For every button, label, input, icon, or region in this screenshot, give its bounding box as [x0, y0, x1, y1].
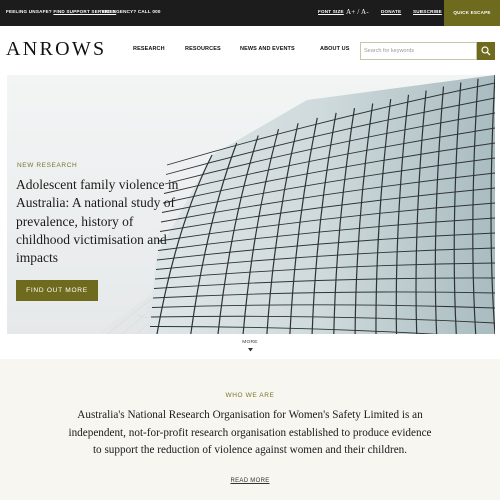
font-size-label[interactable]: FONT SIZE: [318, 9, 344, 14]
read-more-link-wrap: [0, 478, 500, 484]
unsafe-prefix: FEELING UNSAFE?: [6, 9, 54, 14]
nav-research[interactable]: RESEARCH: [133, 46, 165, 52]
search-icon: [481, 46, 491, 56]
search-button[interactable]: [477, 42, 495, 60]
more-section: [0, 334, 500, 359]
quick-escape-button[interactable]: QUICK ESCAPE: [444, 0, 500, 26]
font-size-control[interactable]: A+ / A-: [346, 7, 369, 16]
caret-down-icon[interactable]: [248, 348, 253, 352]
support-services-link[interactable]: FIND SUPPORT SERVICES: [53, 9, 117, 14]
support-services-text: [6, 9, 116, 14]
who-we-are-description: Australia's National Research Organisation for Women's Safety Limited is an independent, not-for-profit research organisation established to produce evidence to support the reduction of violence against women and their children.: [68, 409, 432, 456]
nav-resources[interactable]: RESOURCES: [185, 46, 221, 52]
search-box: [360, 42, 477, 60]
utility-bar: [0, 0, 500, 26]
subscribe-link[interactable]: SUBSCRIBE: [413, 9, 442, 14]
site-logo[interactable]: ANROWS: [6, 38, 107, 60]
read-more-link[interactable]: READ MORE: [230, 478, 270, 484]
search-input[interactable]: [364, 43, 474, 59]
nav-about-us[interactable]: ABOUT US: [320, 46, 350, 52]
find-out-more-button[interactable]: FIND OUT MORE: [16, 280, 98, 301]
hero-banner: [7, 75, 495, 334]
emergency-text: EMERGENCY? CALL 000: [102, 9, 161, 14]
donate-link[interactable]: DONATE: [381, 9, 402, 14]
hero-eyebrow: NEW RESEARCH: [17, 162, 78, 169]
nav-news-and-events[interactable]: NEWS AND EVENTS: [240, 46, 295, 52]
site-header: [0, 26, 500, 74]
hero-title: Adolescent family violence in Australia: A national study of prevalence, history of childhood victimisation and impacts: [16, 177, 179, 266]
who-we-are-heading: WHO WE ARE: [225, 392, 275, 399]
who-we-are-section: [0, 359, 500, 500]
more-link[interactable]: MORE: [242, 340, 258, 345]
